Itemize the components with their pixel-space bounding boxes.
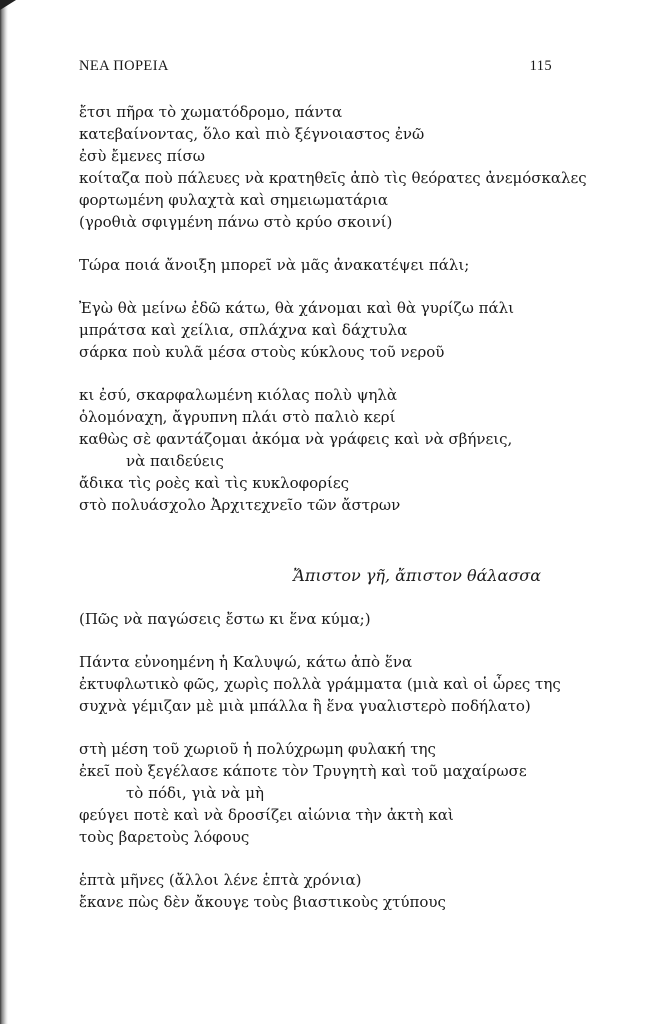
epigraph: Ἄπιστον γῆ, ἄπιστον θάλασσα bbox=[293, 566, 541, 585]
poem-line: φορτωμένη φυλαχτὰ καὶ σημειωματάρια bbox=[79, 191, 388, 209]
stanza-5 bbox=[79, 608, 599, 630]
stanza-1 bbox=[79, 101, 599, 233]
poem-line: συχνὰ γέμιζαν μὲ μιὰ μπάλλα ἢ ἕνα γυαλιστερὸ ποδήλατο) bbox=[79, 697, 531, 715]
stanza-3 bbox=[79, 297, 599, 363]
poem-line: νὰ παιδεύεις bbox=[126, 452, 224, 470]
poem-line: κατεβαίνοντας, ὅλο καὶ πιὸ ξέγνοιαστος ἐνῶ bbox=[79, 125, 425, 143]
poem-line: ἔτσι πῆρα τὸ χωματόδρομο, πάντα bbox=[79, 103, 343, 121]
poem-line: ἑπτὰ μῆνες (ἄλλοι λένε ἑπτὰ χρόνια) bbox=[79, 871, 362, 889]
poem-line: Ἐγὼ θὰ μείνω ἐδῶ κάτω, θὰ χάνομαι καὶ θὰ γυρίζω πάλι bbox=[79, 299, 515, 317]
stanza-7 bbox=[79, 738, 599, 848]
page-number: 115 bbox=[529, 58, 552, 74]
poem-line: (Πῶς νὰ παγώσεις ἔστω κι ἕνα κύμα;) bbox=[79, 610, 371, 628]
page-edge-shadow bbox=[0, 0, 8, 1024]
stanza-6 bbox=[79, 651, 599, 717]
poem-line: Πάντα εὐνοημένη ἡ Καλυψώ, κάτω ἀπὸ ἕνα bbox=[79, 653, 413, 671]
poem-line: ἄδικα τὶς ροὲς καὶ τὶς κυκλοφορίες bbox=[79, 474, 350, 492]
poem-line: ἐκτυφλωτικὸ φῶς, χωρὶς πολλὰ γράμματα (μιὰ καὶ οἱ ὧρες της bbox=[79, 675, 561, 693]
poem-line: ἐσὺ ἔμενες πίσω bbox=[79, 147, 206, 165]
poem-line: καθὼς σὲ φαντάζομαι ἀκόμα νὰ γράφεις καὶ νὰ σβήνεις, bbox=[79, 430, 513, 448]
poem-line: μπράτσα καὶ χείλια, σπλάχνα καὶ δάχτυλα bbox=[79, 321, 408, 339]
poem-line: Τώρα ποιά ἄνοιξη μπορεῖ νὰ μᾶς ἀνακατέψει πάλι; bbox=[79, 256, 470, 274]
stanza-4 bbox=[79, 384, 599, 516]
poem-line: στὸ πολυάσχολο Ἀρχιτεχνεῖο τῶν ἄστρων bbox=[79, 496, 401, 514]
poem-line: κι ἐσύ, σκαρφαλωμένη κιόλας πολὺ ψηλὰ bbox=[79, 386, 398, 404]
stanza-2 bbox=[79, 254, 599, 276]
stanza-8 bbox=[79, 869, 599, 913]
poem-line: στὴ μέση τοῦ χωριοῦ ἡ πολύχρωμη φυλακή της bbox=[79, 740, 436, 758]
poem-line: τοὺς βαρετοὺς λόφους bbox=[79, 828, 250, 846]
corner-mark bbox=[0, 0, 16, 10]
poem-line: ἐκεῖ ποὺ ξεγέλασε κάποτε τὸν Τρυγητὴ καὶ τοῦ μαχαίρωσε bbox=[79, 762, 527, 780]
poem-line: φεύγει ποτὲ καὶ νὰ δροσίζει αἰώνια τὴν ἀκτὴ καὶ bbox=[79, 806, 454, 824]
poem-line: κοίταζα ποὺ πάλευες νὰ κρατηθεῖς ἀπὸ τὶς θεόρατες ἀνεμόσκαλες bbox=[79, 169, 587, 187]
poem-line: σάρκα ποὺ κυλᾶ μέσα στοὺς κύκλους τοῦ νεροῦ bbox=[79, 343, 445, 361]
poem-line: τὸ πόδι, γιὰ νὰ μὴ bbox=[126, 784, 264, 802]
running-head bbox=[79, 58, 552, 78]
poem-line: ὁλομόναχη, ἄγρυπνη πλάι στὸ παλιὸ κερί bbox=[79, 408, 396, 426]
poem-line: (γροθιὰ σφιγμένη πάνω στὸ κρύο σκοινί) bbox=[79, 213, 393, 231]
poem-body bbox=[79, 101, 599, 913]
poem-line: ἔκανε πὼς δὲν ἄκουγε τοὺς βιαστικοὺς χτύπους bbox=[79, 893, 446, 911]
running-head-title: ΝΕΑ ΠΟΡΕΙΑ bbox=[79, 58, 169, 74]
